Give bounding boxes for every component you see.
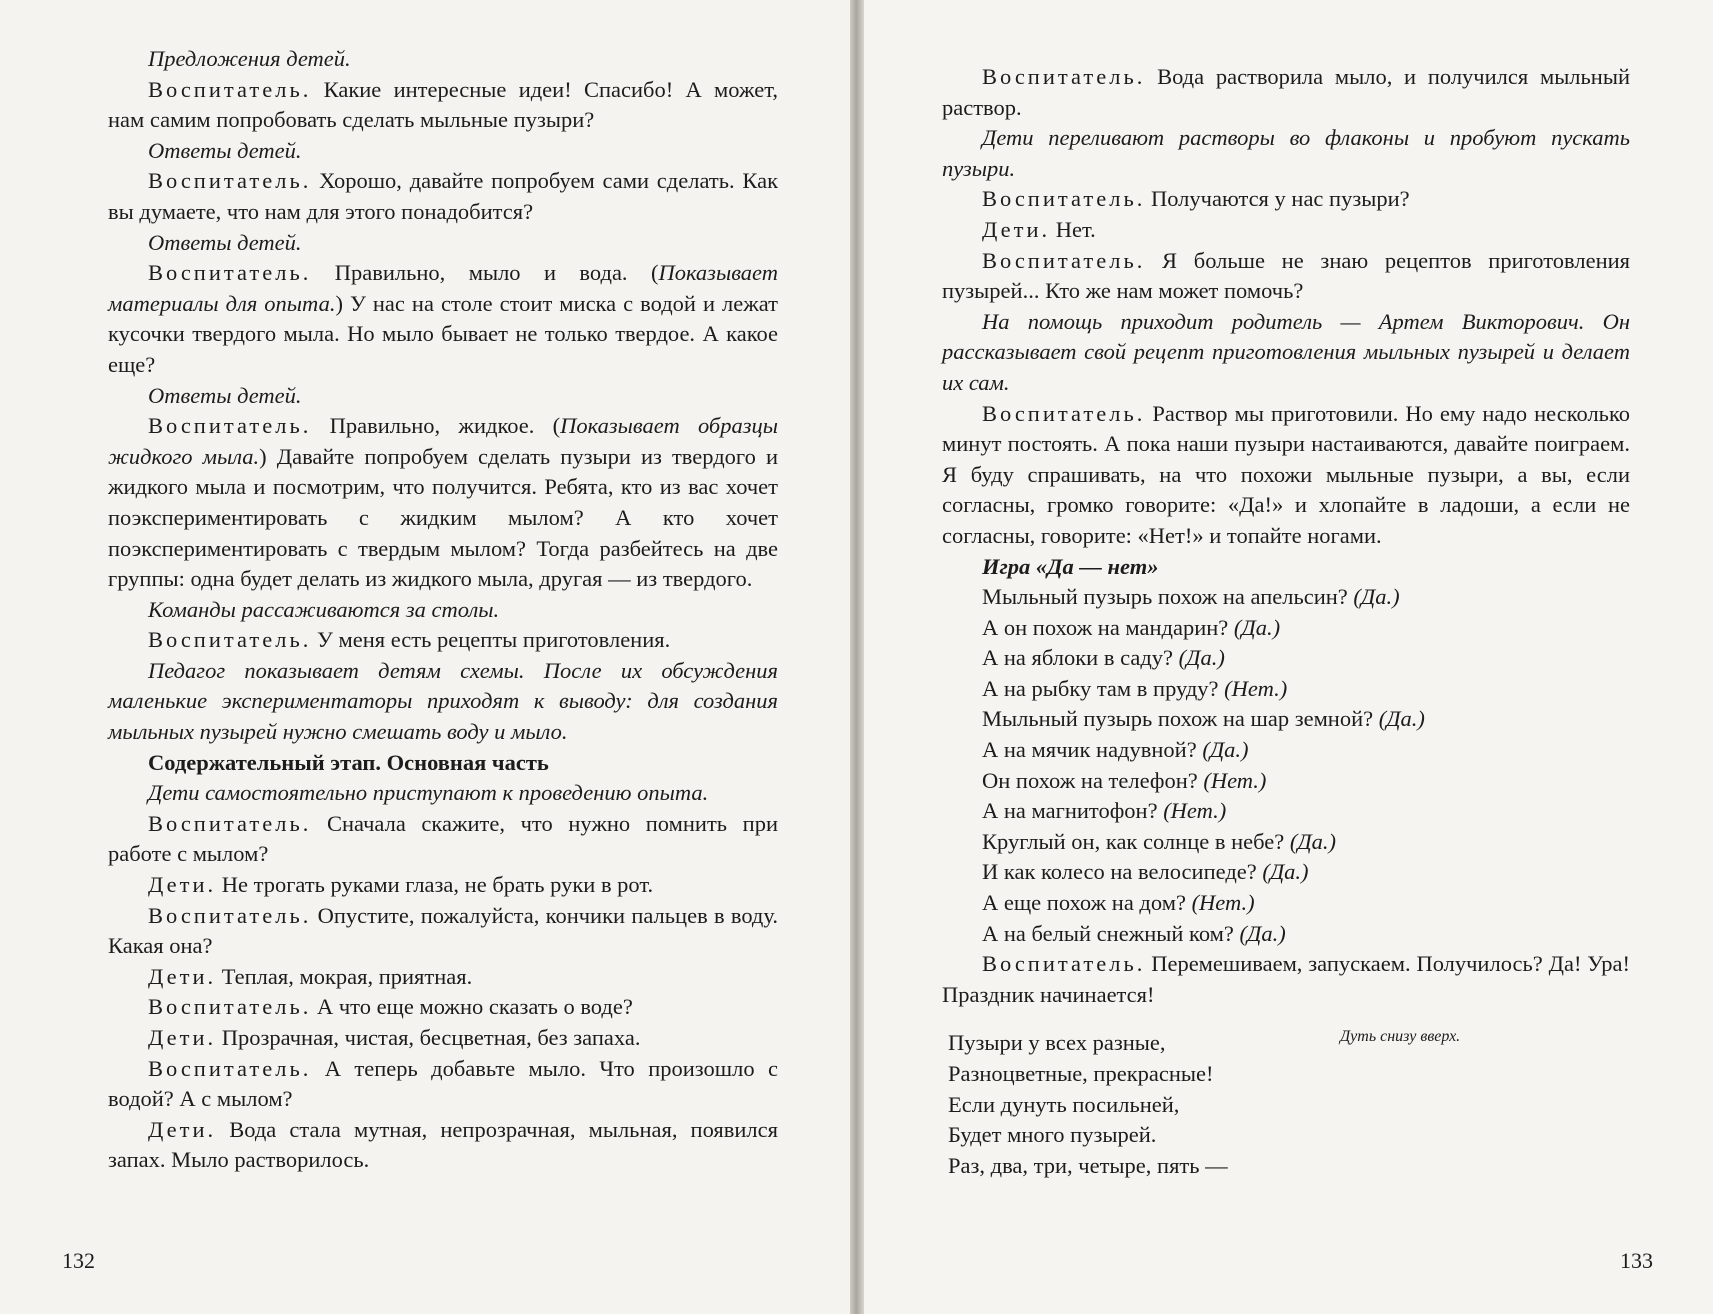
right-page — [864, 0, 1713, 1314]
question-text: А на мячик надувной? — [982, 737, 1203, 763]
question-text: А на яблоки в саду? — [982, 645, 1179, 671]
left-page-text — [108, 44, 778, 1176]
speaker-name: Воспитатель. — [982, 400, 1146, 426]
dialog-line — [108, 992, 778, 1023]
dialog-line — [108, 870, 778, 901]
game-question — [942, 857, 1630, 888]
speaker-name: Воспитатель. — [982, 64, 1146, 89]
question-text: И как колесо на велосипеде? — [982, 859, 1263, 885]
poem-lines — [942, 1028, 1630, 1181]
stage-direction: Ответы детей. — [148, 382, 302, 408]
dialog-text: У меня есть рецепты приготовления. — [311, 627, 671, 653]
question-answer: (Нет.) — [1191, 890, 1255, 916]
dialog-text: Правильно, жидкое. ( — [311, 413, 561, 439]
dialog-text: Вода растворила мыло, и получился мыльный раствор. — [942, 64, 1630, 120]
dialog-line — [942, 184, 1630, 215]
game-heading: Игра «Да — нет» — [982, 553, 1159, 579]
poem-line: Разноцветные, прекрасные! — [948, 1061, 1214, 1086]
speaker-name: Воспитатель. — [148, 902, 312, 928]
dialog-line — [108, 901, 778, 962]
question-text: Он похож на телефон? — [982, 767, 1204, 793]
dialog-line — [942, 246, 1630, 307]
dialog-text: Сначала скажите, что нужно помнить при работе с мылом? — [108, 810, 778, 867]
game-question — [942, 674, 1630, 705]
question-answer: (Да.) — [1202, 737, 1249, 763]
dialog-line — [108, 625, 778, 656]
speaker-name: Дети. — [148, 1025, 217, 1050]
game-question — [942, 643, 1630, 674]
section-heading: Содержательный этап. Основная часть — [148, 749, 549, 775]
question-answer: (Нет.) — [1224, 675, 1288, 701]
dialog-line — [108, 1115, 778, 1176]
left-page-number: 132 — [62, 1248, 95, 1273]
dialog-line — [942, 215, 1630, 246]
game-question — [942, 888, 1630, 919]
question-answer: (Да.) — [1378, 706, 1425, 732]
dialog-remark: Показывает образцы жидкого мыла. — [108, 413, 778, 469]
stage-direction: Предложения детей. — [148, 46, 351, 71]
question-text: А он похож на мандарин? — [982, 614, 1234, 640]
dialog-line — [108, 166, 778, 227]
stage-direction: Ответы детей. — [148, 137, 302, 163]
dialog-text: Я больше не знаю рецептов приготовления пузырей... Кто же нам может помочь? — [942, 247, 1630, 304]
stage-direction: Педагог показывает детям схемы. После их обсуждения маленькие экспериментаторы приходят к выводу: для создания мыльных пузырей нужно смешать воду и мыло. — [108, 657, 778, 745]
dialog-text: Теплая, мокрая, приятная. — [216, 963, 473, 989]
game-question — [942, 582, 1630, 613]
dialog-line — [942, 62, 1630, 123]
dialog-line — [942, 399, 1630, 552]
book-gutter — [850, 0, 864, 1314]
speaker-name: Воспитатель. — [148, 76, 312, 102]
game-question — [942, 704, 1630, 735]
question-answer: (Да.) — [1239, 920, 1286, 946]
game-question — [942, 919, 1630, 950]
speaker-name: Дети. — [148, 963, 217, 989]
game-question — [942, 827, 1630, 858]
speaker-name: Воспитатель. — [148, 627, 312, 653]
question-answer: (Да.) — [1178, 645, 1225, 671]
question-text: А на белый снежный ком? — [982, 920, 1240, 946]
speaker-name: Воспитатель. — [148, 1055, 312, 1081]
poem-line: Раз, два, три, четыре, пять — — [948, 1152, 1228, 1178]
dialog-text-rest: ) У нас на столе стоит миска с водой и лежат кусочки твердого мыла. Но мыло бывает не только твердое. А какое еще? — [108, 290, 778, 377]
dialog-line — [108, 75, 778, 136]
speaker-name: Воспитатель. — [982, 951, 1146, 977]
dialog-text: Нет. — [1050, 216, 1096, 242]
right-page-text — [942, 62, 1630, 1010]
question-answer: (Да.) — [1262, 859, 1309, 885]
dialog-text: Опустите, пожалуйста, кончики пальцев в воду. Какая она? — [108, 902, 778, 959]
question-answer: (Нет.) — [1203, 767, 1267, 793]
poem-note: Дуть снизу вверх. — [1340, 1028, 1461, 1046]
speaker-name: Воспитатель. — [982, 186, 1146, 212]
dialog-text: Перемешиваем, запускаем. Получилось? Да! Ура! Праздник начинается! — [942, 951, 1630, 1007]
speaker-name: Воспитатель. — [148, 260, 312, 286]
dialog-text: Не трогать руками глаза, не брать руки в рот. — [216, 872, 654, 898]
dialog-text: Вода стала мутная, непрозрачная, мыльная, появился запах. Мыло растворилось. — [108, 1116, 778, 1173]
stage-direction: Ответы детей. — [148, 229, 302, 255]
question-text: Мыльный пузырь похож на шар земной? — [982, 706, 1379, 732]
speaker-name: Дети. — [982, 216, 1051, 242]
dialog-text: Хорошо, давайте попробуем сами сделать. Как вы думаете, что нам для этого понадобится? — [108, 168, 778, 224]
question-text: Круглый он, как солнце в небе? — [982, 828, 1290, 854]
speaker-name: Дети. — [148, 872, 217, 898]
question-answer: (Да.) — [1353, 584, 1400, 610]
question-text: А на магнитофон? — [982, 798, 1164, 824]
speaker-name: Воспитатель. — [148, 413, 312, 439]
poem-line: Пузыри у всех разные, — [948, 1030, 1166, 1056]
dialog-line — [108, 258, 778, 380]
game-question — [942, 796, 1630, 827]
speaker-name: Воспитатель. — [148, 810, 312, 836]
dialog-text: Прозрачная, чистая, бесцветная, без запаха. — [216, 1025, 641, 1050]
dialog-remark: Показывает материалы для опыта. — [108, 260, 778, 316]
dialog-line — [108, 411, 778, 595]
dialog-line — [108, 809, 778, 870]
game-question — [942, 735, 1630, 766]
stage-direction: Дети самостоятельно приступают к проведению опыта. — [148, 780, 709, 806]
speaker-name: Воспитатель. — [148, 994, 312, 1020]
poem-line: Будет много пузырей. — [948, 1122, 1157, 1148]
question-text: А еще похож на дом? — [982, 890, 1192, 916]
question-answer: (Да.) — [1289, 828, 1337, 854]
speaker-name: Дети. — [148, 1116, 217, 1142]
speaker-name: Воспитатель. — [148, 168, 312, 194]
dialog-line — [108, 1023, 778, 1054]
game-question — [942, 613, 1630, 644]
stage-direction: Дети переливают растворы во флаконы и пробуют пускать пузыри. — [942, 125, 1630, 181]
dialog-text: Правильно, мыло и вода. ( — [311, 260, 659, 286]
dialog-text: Какие интересные идеи! Спасибо! А может, нам самим попробовать сделать мыльные пузыри? — [108, 76, 778, 133]
right-page-number: 133 — [1620, 1248, 1653, 1273]
speaker-name: Воспитатель. — [982, 247, 1146, 273]
stage-direction: На помощь приходит родитель — Артем Викторович. Он рассказывает свой рецепт приготовления мыльных пузырей и делает их сам. — [942, 308, 1630, 395]
game-question — [942, 766, 1630, 797]
stage-direction: Команды рассаживаются за столы. — [148, 596, 500, 622]
dialog-text: Получаются у нас пузыри? — [1145, 186, 1410, 212]
dialog-text: Раствор мы приготовили. Но ему надо несколько минут постоять. А пока наши пузыри настаиваются, давайте поиграем. Я буду спрашивать, на что похожи мыльные пузыри, а вы, если согласны, громко говорите: «Да!» и хлопайте в ладоши, а если не согласны, говорите: «Нет!» и топайте ногами. — [942, 400, 1630, 548]
dialog-text: А что еще можно сказать о воде? — [311, 994, 633, 1020]
question-answer: (Да.) — [1233, 614, 1281, 640]
dialog-text: А теперь добавьте мыло. Что произошло с водой? А с мылом? — [108, 1055, 778, 1112]
poem — [942, 1028, 1630, 1181]
dialog-line — [108, 962, 778, 993]
question-answer: (Нет.) — [1163, 798, 1227, 824]
poem-line: Если дунуть посильней, — [948, 1091, 1180, 1117]
dialog-text-rest: ) Давайте попробуем сделать пузыри из твердого и жидкого мыла и посмотрим, что получится. Ребята, кто из вас хочет поэкспериментировать с жидким мылом? А кто хочет поэкспериментировать с твердым мылом? Тогда разбейтесь на две группы: одна будет делать из жидкого мыла, другая — из твердого. — [108, 443, 778, 592]
question-text: Мыльный пузырь похож на апельсин? — [982, 584, 1354, 610]
dialog-line — [108, 1054, 778, 1115]
question-text: А на рыбку там в пруду? — [982, 675, 1225, 701]
dialog-line — [942, 949, 1630, 1010]
left-page — [0, 0, 850, 1314]
